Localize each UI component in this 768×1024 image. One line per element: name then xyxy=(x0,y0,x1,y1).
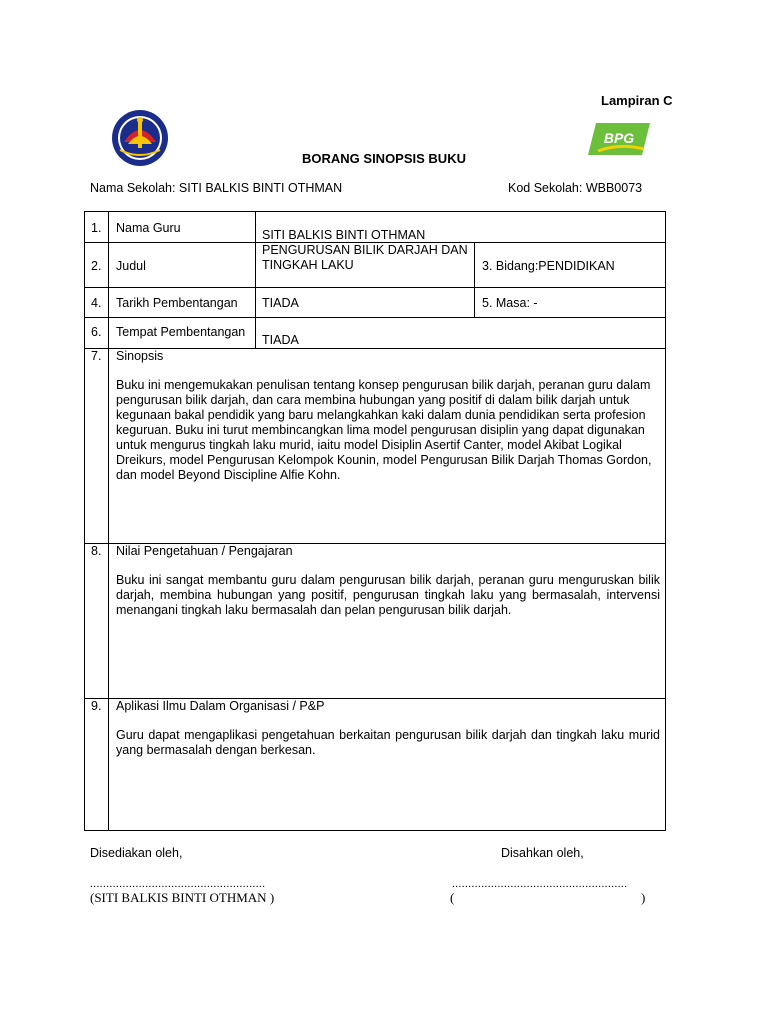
row-number: 9. xyxy=(91,699,102,713)
venue-label: Tempat Pembentangan xyxy=(116,325,246,339)
label-column-divider xyxy=(255,212,256,348)
synopsis-form-table xyxy=(84,211,666,831)
bpg-logo-text: BPG xyxy=(603,130,635,146)
application-label: Aplikasi Ilmu Dalam Organisasi / P&P xyxy=(116,699,325,713)
row-number: 7. xyxy=(91,349,102,363)
synopsis-text: Buku ini mengemukakan penulisan tentang konsep pengurusan bilik darjah, peranan guru dalam pengurusan bilik darjah, dan cara membina hubungan yang positif di dalam bilik darjah untuk kegunaan bakal pendidik yang baru melangkahkan kaki dalam dunia pendidikan serta profesion keguruan. Buku ini turut membincangkan lima model pengurusan disiplin yang dapat digunakan untuk mengurus tingkah laku murid, iaitu model Disiplin Asertif Canter, model Akibat Logikal Dreikurs, model Pengurusan Kelompok Kounin, model Pengurusan Bilik Darjah Thomas Gordon, dan model Beyond Discipline Alfie Kohn. xyxy=(116,378,652,482)
title-value-line2: TINGKAH LAKU xyxy=(262,258,354,272)
extra-column-divider xyxy=(474,242,475,317)
value-label: Nilai Pengetahuan / Pengajaran xyxy=(116,544,293,558)
row-number: 2. xyxy=(91,259,102,273)
title-label: Judul xyxy=(116,259,146,273)
application-text: Guru dapat mengaplikasi pengetahuan berkaitan pengurusan bilik darjah dan tingkah laku murid yang bermasalah dengan berkesan. xyxy=(116,728,660,757)
approver-paren-close: ) xyxy=(641,890,646,905)
signature-line-right: ...................................................... xyxy=(452,878,628,890)
field-value: 3. Bidang:PENDIDIKAN xyxy=(482,259,615,273)
synopsis-label: Sinopsis xyxy=(116,349,164,363)
approver-paren-open: ( xyxy=(450,890,455,905)
row-divider xyxy=(85,348,665,349)
row-number: 8. xyxy=(91,544,102,558)
form-title: BORANG SINOPSIS BUKU xyxy=(302,151,466,166)
appendix-label: Lampiran C xyxy=(601,93,673,108)
school-code: Kod Sekolah: WBB0073 xyxy=(508,181,643,195)
prepared-by-label: Disediakan oleh, xyxy=(90,846,183,860)
venue-value: TIADA xyxy=(262,333,299,347)
date-label: Tarikh Pembentangan xyxy=(116,296,238,310)
row-number: 1. xyxy=(91,221,102,235)
date-value: TIADA xyxy=(262,296,299,310)
time-value: 5. Masa: - xyxy=(482,296,538,310)
preparer-name: (SITI BALKIS BINTI OTHMAN ) xyxy=(90,890,275,905)
signature-line-left: ...................................................... xyxy=(90,878,266,890)
school-name: Nama Sekolah: SITI BALKIS BINTI OTHMAN xyxy=(90,181,343,195)
value-text: Buku ini sangat membantu guru dalam pengurusan bilik darjah, peranan guru menguruskan bilik darjah, membina hubungan yang positif, pengurusan tingkah laku yang bermasalah, intervensi menangani tingkah laku bermasalah dan pelan pengurusan bilik darjah. xyxy=(116,573,660,617)
teacher-name-value: SITI BALKIS BINTI OTHMAN xyxy=(262,228,426,242)
row-divider xyxy=(85,317,665,318)
row-number: 4. xyxy=(91,296,102,310)
approved-by-label: Disahkan oleh, xyxy=(501,846,584,860)
number-column-divider xyxy=(108,212,109,830)
teacher-name-label: Nama Guru xyxy=(116,221,181,235)
title-value-line1: PENGURUSAN BILIK DARJAH DAN xyxy=(262,243,468,257)
row-number: 6. xyxy=(91,325,102,339)
row-divider xyxy=(85,287,665,288)
